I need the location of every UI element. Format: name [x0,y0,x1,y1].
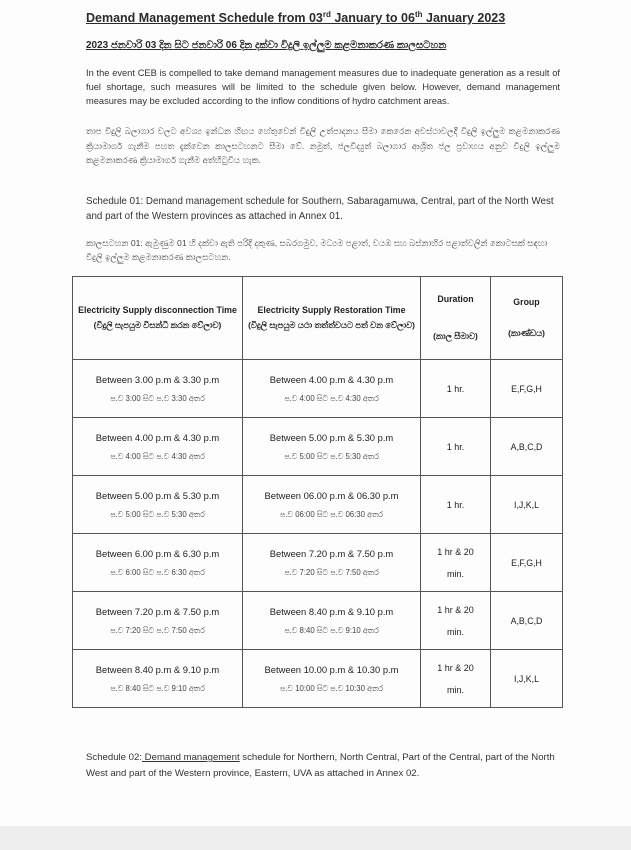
restoration-cell: Between 7.20 p.m & 7.50 p.m ප.ව 7:20 සිට ප.ව 7:50 අතර [243,534,421,592]
header-disconnection-time: Electricity Supply disconnection Time (විදුලි සැපයුම විසන්ධි කරන වේලාව) [73,277,243,360]
duration-cell: 1 hr & 20 min. [421,650,491,708]
group-cell: E,F,G,H [491,534,563,592]
restoration-cell: Between 8.40 p.m & 9.10 p.m ප.ව 8:40 සිට ප.ව 9:10 අතර [243,592,421,650]
table-row [73,650,563,708]
table-row [73,534,563,592]
restoration-cell: Between 5.00 p.m & 5.30 p.m ප.ව 5:00 සිට ප.ව 5:30 අතර [243,418,421,476]
schedule-02-heading: Schedule 02: Demand management schedule for Northern, North Central, Part of the Central, part of the North West and part of the Western province, Eastern, UVA as attached in Annex 02. [86,752,555,779]
header-group: Group (කාණ්ඩය) [491,277,563,360]
group-cell: I,J,K,L [491,650,563,708]
table-row [73,476,563,534]
duration-cell: 1 hr & 20 min. [421,592,491,650]
table-row [73,592,563,650]
disconnection-cell: Between 7.20 p.m & 7.50 p.m ප.ව 7:20 සිට ප.ව 7:50 අතර [73,592,243,650]
disconnection-cell: Between 5.00 p.m & 5.30 p.m ප.ව 5:00 සිට ප.ව 5:30 අතර [73,476,243,534]
header-restoration-time: Electricity Supply Restoration Time (විදුලි සැපයුම යථා තත්ත්වයට පත් වන වේලාව) [243,277,421,360]
restoration-cell: Between 10.00 p.m & 10.30 p.m ප.ව 10:00 සිට ප.ව 10:30 අතර [243,650,421,708]
duration-cell: 1 hr & 20 min. [421,534,491,592]
group-cell: A,B,C,D [491,592,563,650]
restoration-cell: Between 06.00 p.m & 06.30 p.m ප.ව 06:00 සිට ප.ව 06:30 අතර [243,476,421,534]
intro-paragraph: In the event CEB is compelled to take demand management measures due to inadequate generation as a result of fuel shortage, such measures will be limited to the schedule given below. However, demand management measures may be excluded according to the inflow conditions of hydro catchment areas. [86,68,560,106]
group-cell: I,J,K,L [491,476,563,534]
restoration-cell: Between 4.00 p.m & 4.30 p.m ප.ව 4:00 සිට ප.ව 4:30 අතර [243,360,421,418]
table-header-row [73,277,563,360]
schedule-table [72,276,563,708]
disconnection-cell: Between 6.00 p.m & 6.30 p.m ප.ව 6:00 සිට ප.ව 6:30 අතර [73,534,243,592]
disconnection-cell: Between 8.40 p.m & 9.10 p.m ප.ව 8:40 සිට ප.ව 9:10 අතර [73,650,243,708]
header-duration: Duration (කාල සීමාව) [421,277,491,360]
group-cell: A,B,C,D [491,418,563,476]
schedule-01-heading: Schedule 01: Demand management schedule for Southern, Sabaragamuwa, Central, part of the North West and part of the Western provinces as attached in Annex 01. [86,196,554,222]
table-row [73,360,563,418]
group-cell: E,F,G,H [491,360,563,418]
sinhala-schedule-01-heading: කාලසටහන 01: ඇමුණුම 01 හි දක්වා ඇති පරිදි දකුණ, සබරගමුව, මධ්‍යම පළාත්, වයඹ සහ බස්නාහිර පළාත්වලින් කොටසක් සඳහා විදුලි ඉල්ලුම කළමනාකරණ කාලසටහන. [86,238,548,262]
document-title: Demand Management Schedule from 03rd January to 06th January 2023 [86,10,506,26]
disconnection-cell: Between 4.00 p.m & 4.30 p.m ප.ව 4:00 සිට ප.ව 4:30 අතර [73,418,243,476]
duration-cell: 1 hr. [421,360,491,418]
table-row [73,418,563,476]
disconnection-cell: Between 3.00 p.m & 3.30 p.m ප.ව 3:00 සිට ප.ව 3:30 අතර [73,360,243,418]
duration-cell: 1 hr. [421,476,491,534]
page-bottom-margin [0,826,631,850]
duration-cell: 1 hr. [421,418,491,476]
sinhala-intro-paragraph: තාප විදුලි බලාගාර වලට අවශ්‍ය ඉන්ධන හිඟය හේතුවෙන් විදුලි උත්පාදනය සීමා කෙරෙන අවස්ථාවලදී විදුලි ඉල්ලුම කළමනාකරණ ක්‍රියාමාර්ග ගැනීම පහත දැක්වෙන කාලසටහනට සීමා වේ. නමුත්, ජලවිද්‍යුත් බලාගාර ආශ්‍රිත ජල ප්‍රවාහය අනුව විදුලි ඉල්ලුම කළමනාකරණ ක්‍රියාමාර්ග ගැනීම අත්හිටුවිය හැක. [86,126,560,165]
sinhala-title: 2023 ජනවාරි 03 දින සිට ජනවාරි 06 දින දක්වා විදුලි ඉල්ලුම කළමනාකරණ කාලසටහන [86,40,447,51]
